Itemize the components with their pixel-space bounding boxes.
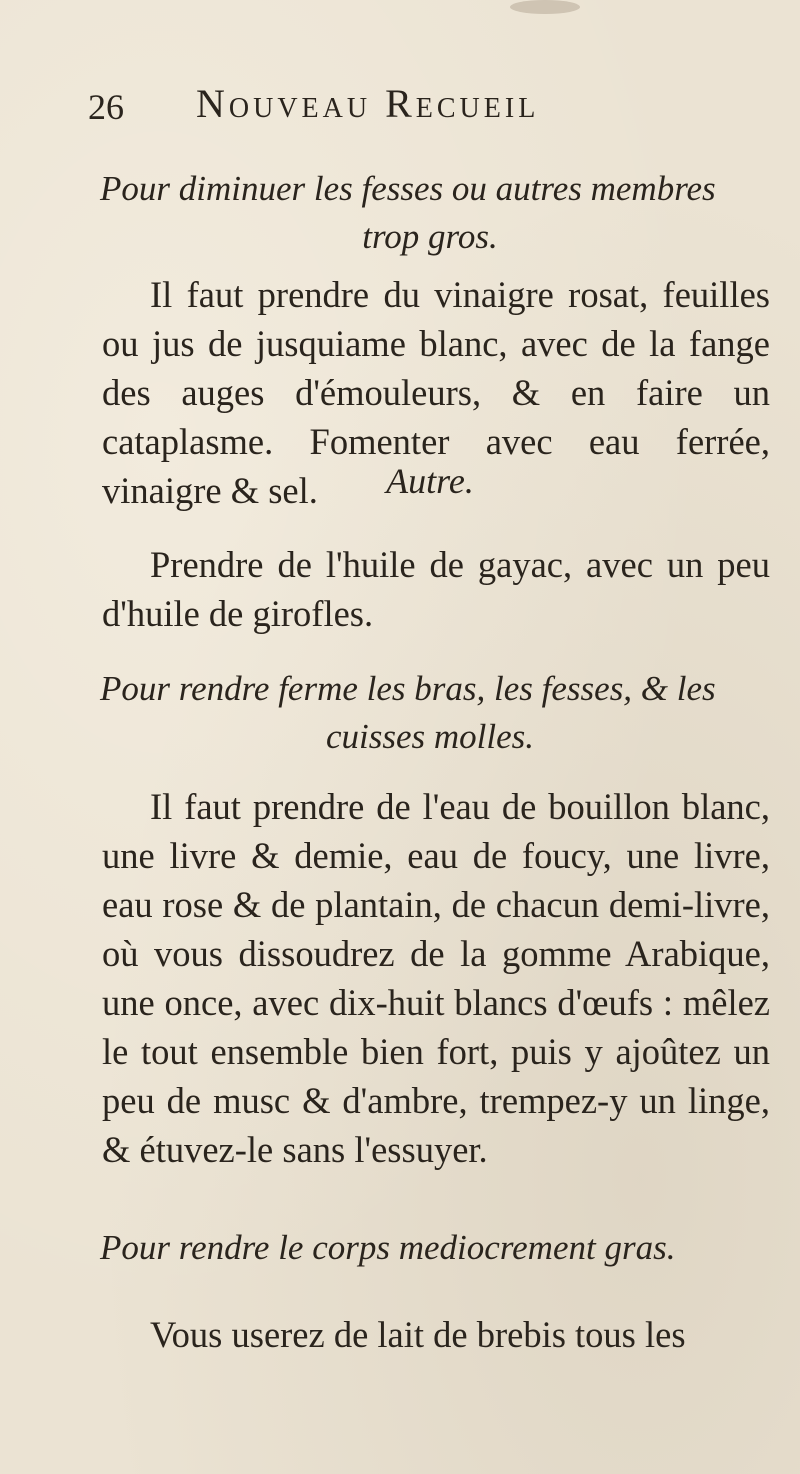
- paragraph-text: Prendre de l'huile de gayac, avec un peu d'huile de girofles.: [102, 544, 770, 634]
- paragraph: [102, 540, 770, 638]
- ink-stain: [510, 0, 580, 14]
- section-title-line: Pour diminuer les fesses ou autres membres: [100, 169, 716, 208]
- paragraph-text: Il faut prendre de l'eau de bouillon blanc, une livre & demie, eau de foucy, une livre, eau rose & de plantain, de chacun demi-livre, où vous dissoudrez de la gomme Arabique, une once, avec dix-huit blancs d'œufs : mêlez le tout ensemble bien fort, puis y ajoûtez un peu de musc & d'ambre, trempez-y un linge, & étuvez-le sans l'essuyer.: [102, 786, 770, 1170]
- section-title: [100, 665, 760, 761]
- page-header: [88, 80, 740, 140]
- section-title-line: cuisses molles.: [325, 717, 535, 756]
- section-title: [100, 165, 760, 261]
- page-number: 26: [88, 87, 124, 127]
- running-head: Nouveau Recueil: [196, 81, 540, 126]
- section-title: Autre.: [386, 461, 474, 501]
- paragraph-text: Il faut prendre du vinaigre rosat, feuilles ou jus de jusquiame blanc, avec de la fange des auges d'émouleurs, & en faire un cataplasme. Fomenter avec eau ferrée, vinaigre & sel.: [102, 274, 770, 511]
- paragraph-text: Vous userez de lait de brebis tous les: [150, 1314, 686, 1355]
- section-title: [100, 1224, 760, 1272]
- paragraph: [102, 1310, 770, 1359]
- paragraph: [102, 782, 770, 1174]
- section-title-line: Pour rendre le corps mediocrement gras.: [100, 1228, 676, 1267]
- section-title-line: Pour rendre ferme les bras, les fesses, & les: [100, 669, 716, 708]
- section-title-line: trop gros.: [362, 217, 498, 256]
